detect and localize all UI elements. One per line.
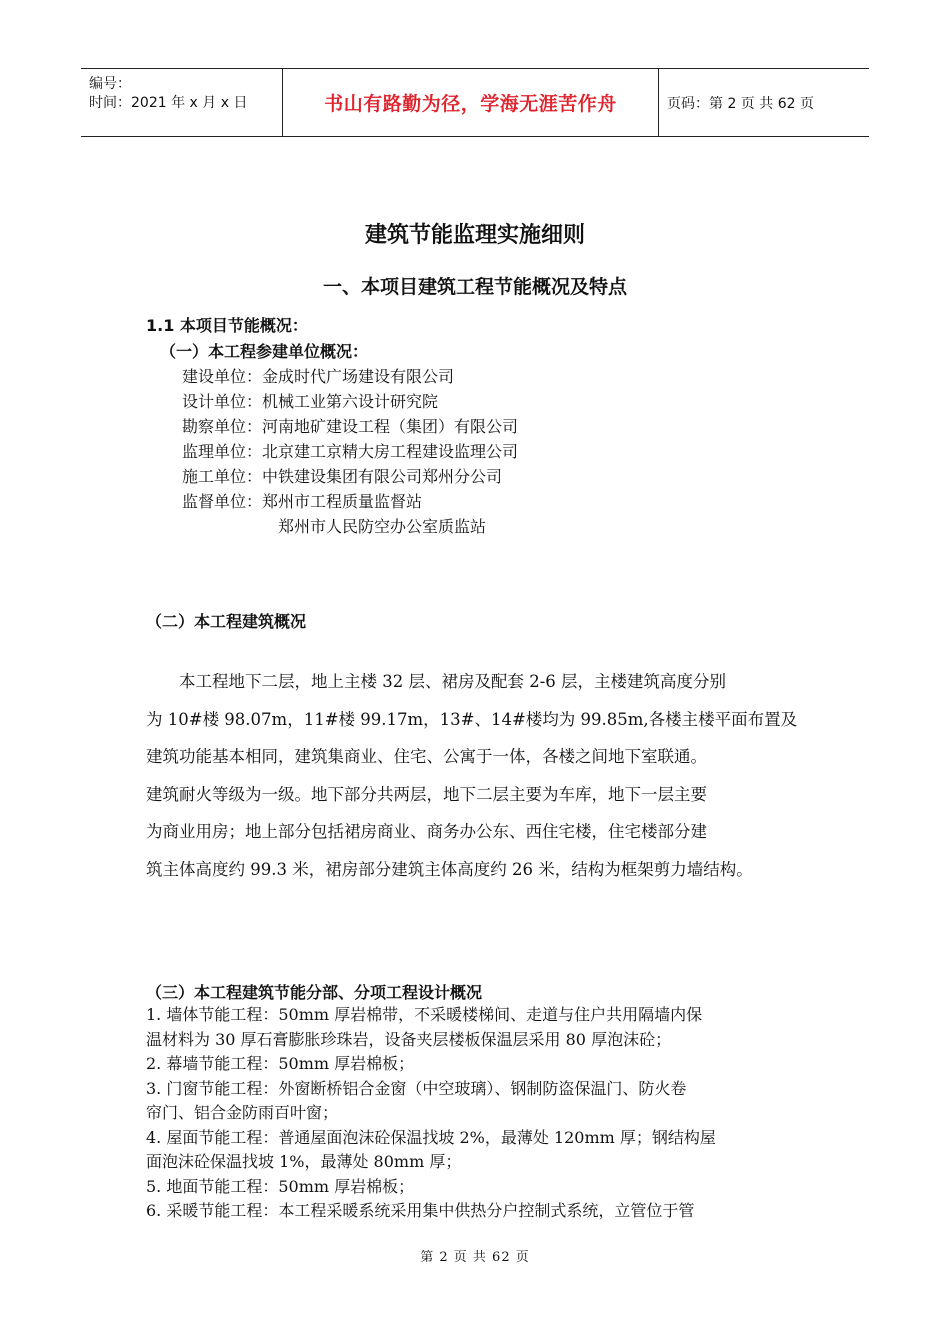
list-line: 温材料为 30 厚石膏膨胀珍珠岩，设备夹层楼板保温层采用 80 厚泡沫砼； xyxy=(146,1029,672,1049)
document-title: 建筑节能监理实施细则 xyxy=(364,223,585,248)
part3-heading: （三）本工程建筑节能分部、分项工程设计概况 xyxy=(146,983,483,1002)
part1-heading: （一）本工程参建单位概况： xyxy=(160,342,369,361)
motto-text: 书山有路勤为径，学海无涯苦作舟 xyxy=(324,93,617,115)
part2-heading: （二）本工程建筑概况 xyxy=(146,612,307,631)
unit-line: 郑州市人民防空办公室质监站 xyxy=(278,517,487,536)
header-motto-cell xyxy=(282,69,659,136)
unit-line: 建设单位：金成时代广场建设有限公司 xyxy=(182,367,455,386)
header-left-cell xyxy=(81,69,281,136)
paragraph-line: 本工程地下二层，地上主楼 32 层、裙房及配套 2-6 层，主楼建筑高度分别 xyxy=(179,672,727,691)
unit-line: 施工单位：中铁建设集团有限公司郑州分公司 xyxy=(182,467,503,486)
unit-line: 监理单位：北京建工京精大房工程建设监理公司 xyxy=(182,442,519,461)
paragraph-line: 建筑耐火等级为一级。地下部分共两层，地下二层主要为车库，地下一层主要 xyxy=(146,784,707,804)
paragraph-line: 为商业用房；地上部分包括裙房商业、商务办公东、西住宅楼，住宅楼部分建 xyxy=(146,822,707,841)
section-title: 一、本项目建筑工程节能概况及特点 xyxy=(322,276,627,298)
header-page-cell xyxy=(659,69,869,136)
subsection-1-1: 1.1 本项目节能概况： xyxy=(146,316,308,335)
list-line: 3. 门窗节能工程：外窗断桥铝合金窗（中空玻璃）、钢制防盗保温门、防火卷 xyxy=(146,1078,687,1098)
list-line: 4. 屋面节能工程：普通屋面泡沫砼保温找坡 2%，最薄处 120mm 厚；钢结构屋 xyxy=(146,1127,716,1147)
unit-line: 监督单位：郑州市工程质量监督站 xyxy=(182,492,423,511)
paragraph-line: 建筑功能基本相同，建筑集商业、住宅、公寓于一体，各楼之间地下室联通。 xyxy=(146,747,707,766)
header-table xyxy=(81,68,869,137)
code-label: 编号： xyxy=(89,76,131,92)
list-line: 帘门、铝合金防雨百叶窗； xyxy=(146,1103,339,1122)
list-line: 5. 地面节能工程：50mm 厚岩棉板； xyxy=(146,1176,415,1196)
time-label: 时间：2021 年 x 月 x 日 xyxy=(89,95,248,111)
list-line: 面泡沫砼保温找坡 1%，最薄处 80mm 厚； xyxy=(146,1152,462,1171)
list-line: 1. 墙体节能工程：50mm 厚岩棉带，不采暖楼梯间、走道与住户共用隔墙内保 xyxy=(146,1005,703,1024)
list-line: 6. 采暖节能工程：本工程采暖系统采用集中供热分户控制式系统，立管位于管 xyxy=(146,1201,695,1220)
page-info: 页码：第 2 页 共 62 页 xyxy=(667,95,814,112)
page-footer: 第 2 页 共 62 页 xyxy=(420,1250,530,1265)
unit-line: 勘察单位：河南地矿建设工程（集团）有限公司 xyxy=(182,417,519,436)
unit-line: 设计单位：机械工业第六设计研究院 xyxy=(182,392,439,411)
part2-paragraph xyxy=(146,663,806,888)
paragraph-line: 筑主体高度约 99.3 米，裙房部分建筑主体高度约 26 米，结构为框架剪力墙结构。 xyxy=(146,859,753,879)
list-line: 2. 幕墙节能工程：50mm 厚岩棉板； xyxy=(146,1054,415,1073)
paragraph-line: 为 10#楼 98.07m，11#楼 99.17m，13#、14#楼均为 99.85m,各楼主楼平面布置及 xyxy=(146,709,798,729)
part3-list xyxy=(146,1003,811,1224)
